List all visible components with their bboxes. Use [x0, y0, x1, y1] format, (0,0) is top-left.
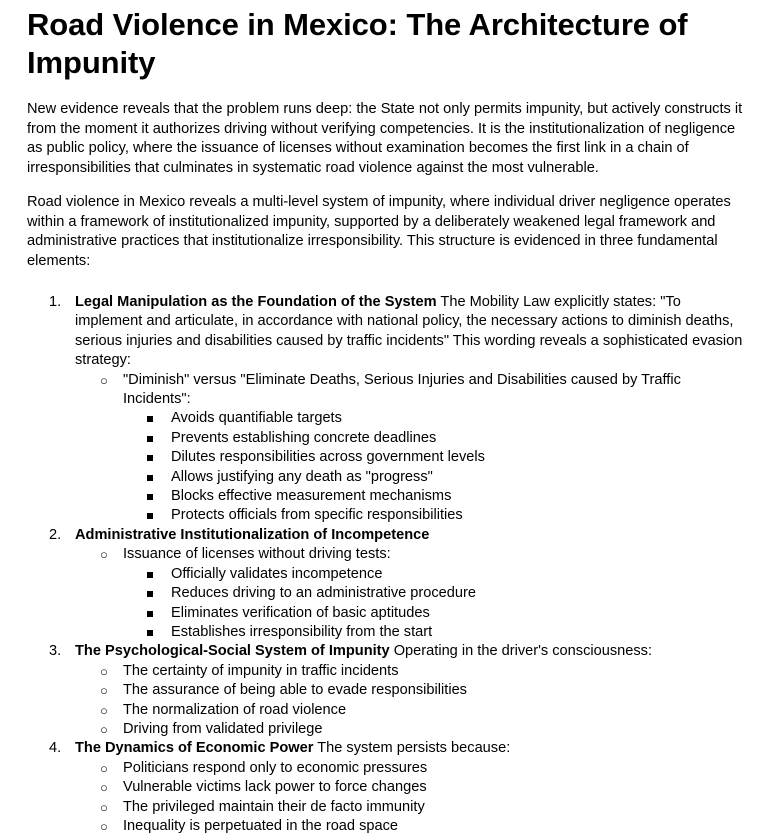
nested-item-text: Allows justifying any death as "progress" — [171, 468, 433, 485]
circle-bullet-icon: ○ — [100, 760, 108, 776]
nested-item-text: Prevents establishing concrete deadlines — [171, 429, 437, 446]
section-number: 2. — [49, 526, 62, 543]
section-heading: The Psychological-Social System of Impunity — [75, 643, 390, 660]
circle-bullet-icon: ○ — [100, 372, 108, 388]
square-bullet-icon — [147, 494, 153, 500]
sections-list — [27, 293, 751, 836]
section-number: 3. — [49, 643, 62, 660]
square-bullet-icon — [147, 416, 153, 422]
sub-item-text: Politicians respond only to economic pressures — [123, 759, 428, 776]
square-bullet-icon — [147, 572, 153, 578]
section-item — [27, 739, 751, 836]
nested-list-item — [123, 506, 751, 525]
square-bullet-icon — [147, 455, 153, 461]
section-heading: Legal Manipulation as the Foundation of the System — [75, 294, 437, 310]
nested-list-item — [123, 429, 751, 448]
nested-list-item — [123, 409, 751, 428]
intro-paragraph: New evidence reveals that the problem runs deep: the State not only permits impunity, but actively constructs it from the moment it authorizes driving without verifying competencies. It is the institutionalization of negligence as public policy, where the issuance of licenses without examination becomes the first link in a chain of irresponsibilities that culminates in systematic road violence against the most vulnerable. — [27, 101, 743, 176]
sub-list-item — [75, 798, 751, 817]
section-item — [27, 642, 751, 739]
section-text: Operating in the driver's consciousness: — [389, 643, 653, 660]
circle-bullet-icon: ○ — [100, 780, 108, 796]
nested-item-text: Dilutes responsibilities across government levels — [171, 449, 485, 466]
circle-bullet-icon: ○ — [100, 683, 108, 699]
sub-item-text: Issuance of licenses without driving tests: — [123, 546, 391, 563]
square-bullet-icon — [147, 513, 153, 519]
context-paragraph: Road violence in Mexico reveals a multi-level system of impunity, where individual driver negligence operates within a framework of institutionalized impunity, supported by a deliberately weakened legal framework and administrative practices that institutionalize irresponsibility. This structure is evidenced in three fundamental elements: — [27, 194, 731, 269]
section-item — [27, 526, 751, 642]
nested-item-text: Avoids quantifiable targets — [171, 410, 342, 427]
nested-list-item — [123, 487, 751, 506]
circle-bullet-icon: ○ — [100, 547, 108, 563]
square-bullet-icon — [147, 475, 153, 481]
section-text: The system persists because: — [313, 740, 511, 757]
nested-sublist — [123, 565, 751, 643]
nested-list-item — [123, 604, 751, 623]
square-bullet-icon — [147, 436, 153, 442]
sub-item-text: The certainty of impunity in traffic incidents — [123, 662, 399, 679]
section-heading: Administrative Institutionalization of Incompetence — [75, 526, 430, 543]
sub-item-text: The normalization of road violence — [123, 701, 347, 718]
sub-list-item — [75, 817, 751, 836]
sub-item-text: Vulnerable victims lack power to force changes — [123, 779, 427, 796]
section-sublist — [75, 759, 751, 836]
circle-bullet-icon: ○ — [100, 721, 108, 737]
section-sublist — [75, 371, 751, 526]
section-sublist — [75, 662, 751, 740]
square-bullet-icon — [147, 591, 153, 597]
sub-list-item — [75, 371, 751, 526]
sub-list-item — [75, 662, 751, 681]
nested-item-text: Officially validates incompetence — [171, 565, 383, 582]
square-bullet-icon — [147, 630, 153, 636]
nested-item-text: Blocks effective measurement mechanisms — [171, 488, 452, 505]
sub-item-text: The assurance of being able to evade responsibilities — [123, 682, 467, 699]
section-item — [27, 293, 751, 526]
section-heading: The Dynamics of Economic Power — [75, 740, 314, 757]
sub-item-text: Inequality is perpetuated in the road space — [123, 817, 399, 834]
nested-item-text: Reduces driving to an administrative procedure — [171, 585, 477, 602]
nested-item-text: Eliminates verification of basic aptitudes — [171, 604, 430, 621]
nested-item-text: Protects officials from specific responsibilities — [171, 507, 463, 524]
circle-bullet-icon: ○ — [100, 799, 108, 815]
nested-sublist — [123, 409, 751, 525]
document-page — [27, 6, 751, 836]
sub-list-item — [75, 720, 751, 739]
sub-list-item — [75, 701, 751, 720]
nested-list-item — [123, 565, 751, 584]
sub-item-text: "Diminish" versus "Eliminate Deaths, Serious Injuries and Disabilities caused by Traffic Incidents": — [123, 371, 681, 408]
section-number: 4. — [49, 740, 62, 757]
nested-list-item — [123, 623, 751, 642]
section-number: 1. — [49, 294, 62, 310]
sub-list-item — [75, 759, 751, 778]
nested-item-text: Establishes irresponsibility from the start — [171, 623, 433, 640]
document-title: Road Violence in Mexico: The Architecture of Impunity — [27, 7, 688, 80]
circle-bullet-icon: ○ — [100, 818, 108, 834]
section-sublist — [75, 545, 751, 642]
sub-item-text: The privileged maintain their de facto immunity — [123, 798, 425, 815]
sub-item-text: Driving from validated privilege — [123, 720, 323, 737]
square-bullet-icon — [147, 611, 153, 617]
circle-bullet-icon: ○ — [100, 663, 108, 679]
nested-list-item — [123, 448, 751, 467]
sub-list-item — [75, 545, 751, 642]
sub-list-item — [75, 681, 751, 700]
sub-list-item — [75, 778, 751, 797]
nested-list-item — [123, 468, 751, 487]
nested-list-item — [123, 584, 751, 603]
circle-bullet-icon: ○ — [100, 702, 108, 718]
section-text: The Mobility Law explicitly states: "To implement and articulate, in accordance with national policy, the necessary actions to diminish deaths, serious injuries and disabilities caused by traffic incidents" This wording reveals a sophisticated evasion strategy: — [75, 294, 743, 369]
